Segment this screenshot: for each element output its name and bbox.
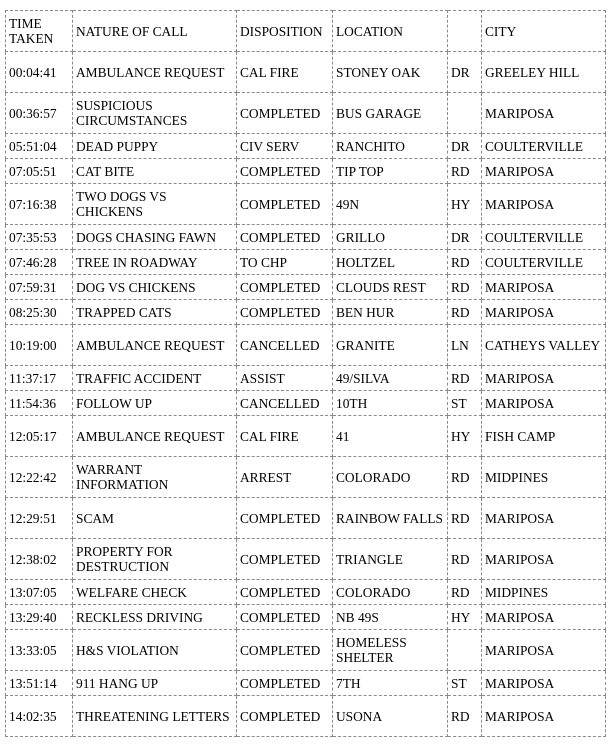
cell-time-taken: 07:46:28 [6, 250, 73, 275]
cell-city: MARIPOSA [482, 159, 606, 184]
cell-street-suffix [448, 630, 482, 671]
cell-location: TIP TOP [333, 159, 448, 184]
cell-time-taken: 13:51:14 [6, 671, 73, 696]
cell-disposition: ASSIST [237, 366, 333, 391]
cell-nature-of-call: TREE IN ROADWAY [73, 250, 237, 275]
cell-city: MARIPOSA [482, 539, 606, 580]
cell-city: MARIPOSA [482, 671, 606, 696]
cell-city: MIDPINES [482, 457, 606, 498]
cell-location: HOLTZEL [333, 250, 448, 275]
cell-time-taken: 11:54:36 [6, 391, 73, 416]
cell-time-taken: 07:35:53 [6, 225, 73, 250]
table-row [6, 696, 606, 737]
cell-time-taken: 07:59:31 [6, 275, 73, 300]
cell-nature-of-call: AMBULANCE REQUEST [73, 325, 237, 366]
cell-disposition: COMPLETED [237, 275, 333, 300]
cell-street-suffix [448, 93, 482, 134]
header-location: LOCATION [333, 11, 448, 52]
cell-disposition: CAL FIRE [237, 52, 333, 93]
table-row [6, 671, 606, 696]
cell-nature-of-call: PROPERTY FOR DESTRUCTION [73, 539, 237, 580]
cell-time-taken: 08:25:30 [6, 300, 73, 325]
cell-location: 49N [333, 184, 448, 225]
cell-location: TRIANGLE [333, 539, 448, 580]
cell-location: GRANITE [333, 325, 448, 366]
cell-city: COULTERVILLE [482, 134, 606, 159]
table-row [6, 159, 606, 184]
cell-disposition: TO CHP [237, 250, 333, 275]
cell-location: COLORADO [333, 457, 448, 498]
cell-disposition: COMPLETED [237, 630, 333, 671]
cell-city: CATHEYS VALLEY [482, 325, 606, 366]
table-row [6, 325, 606, 366]
cell-location: 10TH [333, 391, 448, 416]
cell-city: MARIPOSA [482, 300, 606, 325]
cell-city: COULTERVILLE [482, 250, 606, 275]
cell-location: NB 49S [333, 605, 448, 630]
table-row [6, 366, 606, 391]
cell-nature-of-call: DEAD PUPPY [73, 134, 237, 159]
cell-time-taken: 05:51:04 [6, 134, 73, 159]
cell-location: STONEY OAK [333, 52, 448, 93]
cell-nature-of-call: 911 HANG UP [73, 671, 237, 696]
cell-disposition: ARREST [237, 457, 333, 498]
cell-disposition: COMPLETED [237, 671, 333, 696]
cell-nature-of-call: SCAM [73, 498, 237, 539]
table-row [6, 630, 606, 671]
cell-street-suffix: DR [448, 134, 482, 159]
cell-city: MARIPOSA [482, 366, 606, 391]
cell-time-taken: 12:22:42 [6, 457, 73, 498]
cell-nature-of-call: WARRANT INFORMATION [73, 457, 237, 498]
cell-location: 41 [333, 416, 448, 457]
table-row [6, 457, 606, 498]
cell-time-taken: 13:29:40 [6, 605, 73, 630]
cell-street-suffix: DR [448, 225, 482, 250]
table-row [6, 225, 606, 250]
cell-disposition: CIV SERV [237, 134, 333, 159]
cell-disposition: CAL FIRE [237, 416, 333, 457]
header-street-suffix [448, 11, 482, 52]
table-row [6, 93, 606, 134]
cell-city: FISH CAMP [482, 416, 606, 457]
cell-street-suffix: RD [448, 159, 482, 184]
cell-city: COULTERVILLE [482, 225, 606, 250]
cell-street-suffix: RD [448, 275, 482, 300]
table-row [6, 184, 606, 225]
table-row [6, 605, 606, 630]
cell-city: MARIPOSA [482, 391, 606, 416]
table-row [6, 52, 606, 93]
header-row [6, 11, 606, 52]
cell-time-taken: 13:07:05 [6, 580, 73, 605]
table-row [6, 391, 606, 416]
cell-city: MARIPOSA [482, 275, 606, 300]
cell-disposition: COMPLETED [237, 93, 333, 134]
cell-nature-of-call: SUSPICIOUS CIRCUMSTANCES [73, 93, 237, 134]
cell-location: HOMELESS SHELTER [333, 630, 448, 671]
cell-location: CLOUDS REST [333, 275, 448, 300]
cell-nature-of-call: TWO DOGS VS CHICKENS [73, 184, 237, 225]
cell-city: GREELEY HILL [482, 52, 606, 93]
cell-street-suffix: RD [448, 580, 482, 605]
cell-time-taken: 00:36:57 [6, 93, 73, 134]
cell-street-suffix: RD [448, 457, 482, 498]
cell-street-suffix: HY [448, 605, 482, 630]
table-row [6, 539, 606, 580]
cell-location: USONA [333, 696, 448, 737]
cell-nature-of-call: TRAFFIC ACCIDENT [73, 366, 237, 391]
cell-disposition: COMPLETED [237, 605, 333, 630]
cell-street-suffix: HY [448, 184, 482, 225]
table-row [6, 498, 606, 539]
cell-nature-of-call: CAT BITE [73, 159, 237, 184]
cell-disposition: COMPLETED [237, 184, 333, 225]
cell-disposition: COMPLETED [237, 696, 333, 737]
header-disposition: DISPOSITION [237, 11, 333, 52]
cell-time-taken: 11:37:17 [6, 366, 73, 391]
cell-city: MIDPINES [482, 580, 606, 605]
header-time-taken: TIME TAKEN [6, 11, 73, 52]
cell-time-taken: 12:38:02 [6, 539, 73, 580]
call-log-body [6, 52, 606, 737]
header-nature-of-call: NATURE OF CALL [73, 11, 237, 52]
cell-disposition: COMPLETED [237, 498, 333, 539]
cell-street-suffix: RD [448, 696, 482, 737]
cell-location: 49/SILVA [333, 366, 448, 391]
cell-street-suffix: RD [448, 300, 482, 325]
cell-city: MARIPOSA [482, 605, 606, 630]
cell-city: MARIPOSA [482, 630, 606, 671]
cell-location: RANCHITO [333, 134, 448, 159]
cell-street-suffix: RD [448, 250, 482, 275]
cell-location: COLORADO [333, 580, 448, 605]
cell-disposition: COMPLETED [237, 159, 333, 184]
cell-disposition: COMPLETED [237, 225, 333, 250]
cell-time-taken: 00:04:41 [6, 52, 73, 93]
cell-time-taken: 10:19:00 [6, 325, 73, 366]
cell-nature-of-call: THREATENING LETTERS [73, 696, 237, 737]
cell-street-suffix: ST [448, 671, 482, 696]
cell-location: BUS GARAGE [333, 93, 448, 134]
cell-nature-of-call: AMBULANCE REQUEST [73, 52, 237, 93]
cell-disposition: COMPLETED [237, 580, 333, 605]
cell-disposition: COMPLETED [237, 539, 333, 580]
cell-city: MARIPOSA [482, 93, 606, 134]
cell-location: GRILLO [333, 225, 448, 250]
table-row [6, 580, 606, 605]
cell-time-taken: 12:29:51 [6, 498, 73, 539]
header-city: CITY [482, 11, 606, 52]
cell-street-suffix: ST [448, 391, 482, 416]
call-log-table [5, 10, 606, 737]
cell-time-taken: 14:02:35 [6, 696, 73, 737]
cell-disposition: COMPLETED [237, 300, 333, 325]
cell-time-taken: 12:05:17 [6, 416, 73, 457]
table-row [6, 300, 606, 325]
cell-time-taken: 13:33:05 [6, 630, 73, 671]
cell-disposition: CANCELLED [237, 325, 333, 366]
cell-nature-of-call: FOLLOW UP [73, 391, 237, 416]
cell-location: 7TH [333, 671, 448, 696]
cell-city: MARIPOSA [482, 696, 606, 737]
cell-nature-of-call: AMBULANCE REQUEST [73, 416, 237, 457]
cell-street-suffix: HY [448, 416, 482, 457]
cell-city: MARIPOSA [482, 498, 606, 539]
cell-street-suffix: RD [448, 366, 482, 391]
cell-nature-of-call: DOGS CHASING FAWN [73, 225, 237, 250]
table-row [6, 134, 606, 159]
cell-time-taken: 07:05:51 [6, 159, 73, 184]
cell-nature-of-call: TRAPPED CATS [73, 300, 237, 325]
cell-street-suffix: DR [448, 52, 482, 93]
cell-street-suffix: LN [448, 325, 482, 366]
cell-street-suffix: RD [448, 498, 482, 539]
cell-time-taken: 07:16:38 [6, 184, 73, 225]
cell-city: MARIPOSA [482, 184, 606, 225]
table-row [6, 250, 606, 275]
cell-location: RAINBOW FALLS [333, 498, 448, 539]
cell-nature-of-call: H&S VIOLATION [73, 630, 237, 671]
cell-nature-of-call: WELFARE CHECK [73, 580, 237, 605]
cell-street-suffix: RD [448, 539, 482, 580]
cell-nature-of-call: DOG VS CHICKENS [73, 275, 237, 300]
table-row [6, 416, 606, 457]
cell-nature-of-call: RECKLESS DRIVING [73, 605, 237, 630]
cell-disposition: CANCELLED [237, 391, 333, 416]
cell-location: BEN HUR [333, 300, 448, 325]
table-row [6, 275, 606, 300]
